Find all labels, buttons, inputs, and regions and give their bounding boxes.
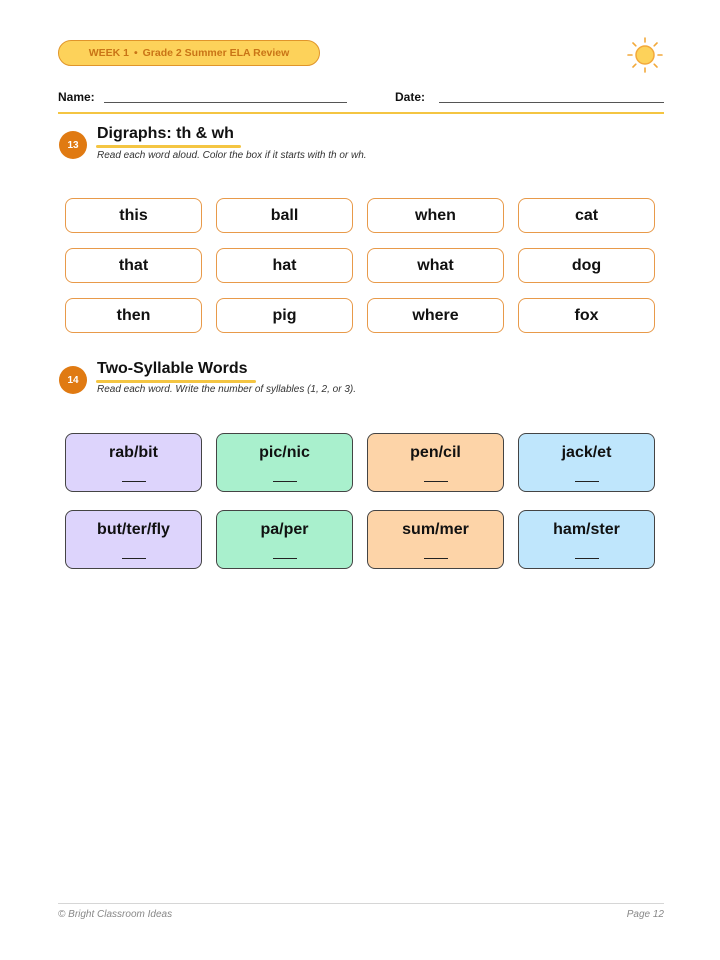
section-14-number-badge: 14 [59,366,87,394]
word-box[interactable]: when [367,198,504,233]
word-box[interactable]: dog [518,248,655,283]
word-box[interactable]: cat [518,198,655,233]
syllable-word: jack/et [561,444,612,461]
footer-divider [58,903,664,904]
syllable-word-grid [65,433,655,569]
syllable-answer-blank[interactable] [424,481,448,482]
word-box[interactable]: where [367,298,504,333]
name-date-row [58,90,664,110]
week-label: WEEK 1 [88,47,129,59]
syllable-answer-blank[interactable] [273,481,297,482]
section-14-title-underline [96,380,256,383]
syllable-word: rab/bit [109,444,158,461]
digraph-word-grid [65,198,655,333]
name-label: Name: [58,90,95,104]
syllable-card [518,510,655,569]
syllable-card [518,433,655,492]
section-14-title: Two-Syllable Words [97,360,248,377]
word-box[interactable]: then [65,298,202,333]
header-separator: • [133,47,138,59]
syllable-card [65,433,202,492]
worksheet-title: Grade 2 Summer ELA Review [142,47,290,59]
name-field[interactable] [104,102,347,103]
syllable-card [216,433,353,492]
word-box[interactable]: this [65,198,202,233]
section-13-title: Digraphs: th & wh [97,125,234,142]
syllable-answer-blank[interactable] [424,558,448,559]
syllable-card [216,510,353,569]
syllable-word: but/ter/fly [97,521,170,538]
footer-page-number: Page 12 [626,909,664,920]
date-label: Date: [395,90,426,104]
syllable-word: pa/per [260,521,309,538]
syllable-answer-blank[interactable] [122,481,146,482]
word-box[interactable]: ball [216,198,353,233]
syllable-answer-blank[interactable] [575,481,599,482]
syllable-card [65,510,202,569]
word-box[interactable]: hat [216,248,353,283]
syllable-answer-blank[interactable] [122,558,146,559]
word-box[interactable]: pig [216,298,353,333]
syllable-word: sum/mer [402,521,469,538]
footer-copyright: © Bright Classroom Ideas [58,909,173,920]
date-field[interactable] [439,102,664,103]
sun-icon [626,36,664,74]
section-13-title-underline [96,145,241,148]
word-box[interactable]: that [65,248,202,283]
syllable-word: pic/nic [259,444,310,461]
syllable-card [367,433,504,492]
word-box[interactable]: what [367,248,504,283]
worksheet-header-pill [58,40,320,66]
syllable-word: ham/ster [553,521,620,538]
syllable-word: pen/cil [410,444,461,461]
section-14-instructions: Read each word. Write the number of syllables (1, 2, or 3). [97,384,357,395]
syllable-answer-blank[interactable] [273,558,297,559]
section-13-number-badge: 13 [59,131,87,159]
syllable-card [367,510,504,569]
syllable-answer-blank[interactable] [575,558,599,559]
word-box[interactable]: fox [518,298,655,333]
section-13-instructions: Read each word aloud. Color the box if it starts with th or wh. [97,150,367,161]
header-divider [58,112,664,114]
